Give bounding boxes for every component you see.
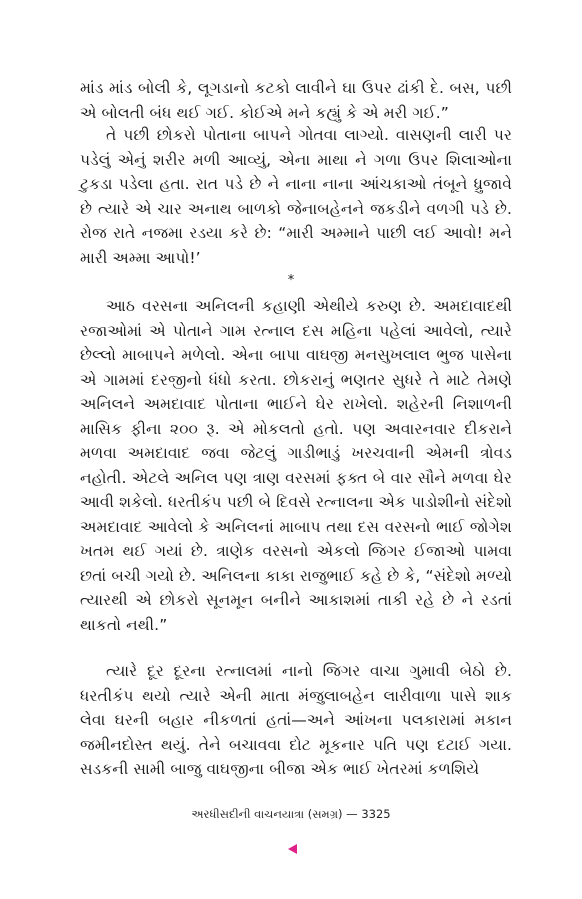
paragraph-continuation: માંડ માંડ બોલી કે, લૂગડાનો કટકો લાવીને ઘા ઉપર ઢાંકી દે. બસ, પછી એ બોલતી બંધ થઈ ગઈ. કોઈએ મને કહ્યું કે એ મરી ગઈ.” <box>80 79 512 122</box>
text-block-jigar <box>80 659 512 782</box>
text-block-second <box>80 123 512 270</box>
section-separator: * <box>287 273 295 288</box>
paragraph-anil-story: આઠ વરસના અનિલની કહાણી એથીયે કરુણ છે. અમદાવાદથી રજાઓમાં એ પોતાને ગામ રત્નાલ દસ મહિના પહેલાં આવેલો, ત્યારે છેલ્લો માબાપને મળેલો. એના બાપા વાઘજી મનસુખલાલ ભુજ પાસેના એ ગામમાં દરજીનો ધંધો કરતા. છોકરાનું ભણતર સુધરે તે માટે તેમણે અનિલને અમદાવાદ પોતાના ભાઈને ઘેર રાખેલો. શહેરની નિશાળની માસિક ફીના ૨૦૦ રૂ. એ મોકલતો હતો. પણ અવારનવાર દીકરાને મળવા અમદાવાદ જવા જેટલું ગાડીભાડું ખરચવાની એમની ત્રોવડ નહોતી. એટલે અનિલ પણ ત્રાણ વરસમાં ફક્ત બે વાર સૌને મળવા ઘેર આવી શકેલો. ધરતીકંપ પછી બે દિવસે રત્નાલના એક પાડોશીનો સંદેશો અમદાવાદ આવેલો કે અનિલનાં માબાપ તથા દસ વરસનો ભાઈ જોગેશ ખતમ થઈ ગયાં છે. ત્રાણેક વરસનો એકલો જિગર ઈજાઓ પામવા છતાં બચી ગયો છે. અનિલના કાકા રાજુભાઈ કહે છે કે, “સંદેશો મળ્યો ત્યારથી એ છોકરો સૂનમૂન બનીને આકાશમાં તાકી રહે છે ને રડતાં થાકતો નથી.” <box>80 297 512 634</box>
previous-page-arrow-icon[interactable] <box>288 844 297 854</box>
page-footer: અરધીસદીની વાચનયાત્રા (સમગ્ર) — 3325 <box>191 807 391 821</box>
text-block-top <box>80 76 512 125</box>
text-block-anil <box>80 294 512 637</box>
paragraph-jigar-story: ત્યારે દૂર દૂરના રત્નાલમાં નાનો જિગર વાચા ગુમાવી બેઠો છે. ધરતીકંપ થયો ત્યારે એની માતા મંજુલાબહેન લારીવાળા પાસે શાક લેવા ઘરની બહાર નીકળતાં હતાં—અને આંખના પલકારામાં મકાન જમીનદોસ્ત થયું. તેને બચાવવા દોટ મૂકનાર પતિ પણ દટાઈ ગયા. સડકની સામી બાજુ વાઘજીના બીજા એક ભાઈ ખેતરમાં કળશિયે <box>80 662 512 778</box>
paragraph-father-search: તે પછી છોકરો પોતાના બાપને ગોતવા લાગ્યો. વાસણની લારી પર પડેલું એનું શરીર મળી આવ્યું, એના માથા ને ગળા ઉપર શિલાઓના ટુકડા પડેલા હતા. રાત પડે છે ને નાના નાના આંચકાઓ તંબૂને ધ્રુજાવે છે ત્યારે એ ચાર અનાથ બાળકો જેનાબહેનને જકડીને વળગી પડે છે. રોજ રાતે નજમા રડયા કરે છે: “મારી અમ્માને પાછી લઈ આવો! મને મારી અમ્મા આપો!’ <box>80 126 512 267</box>
